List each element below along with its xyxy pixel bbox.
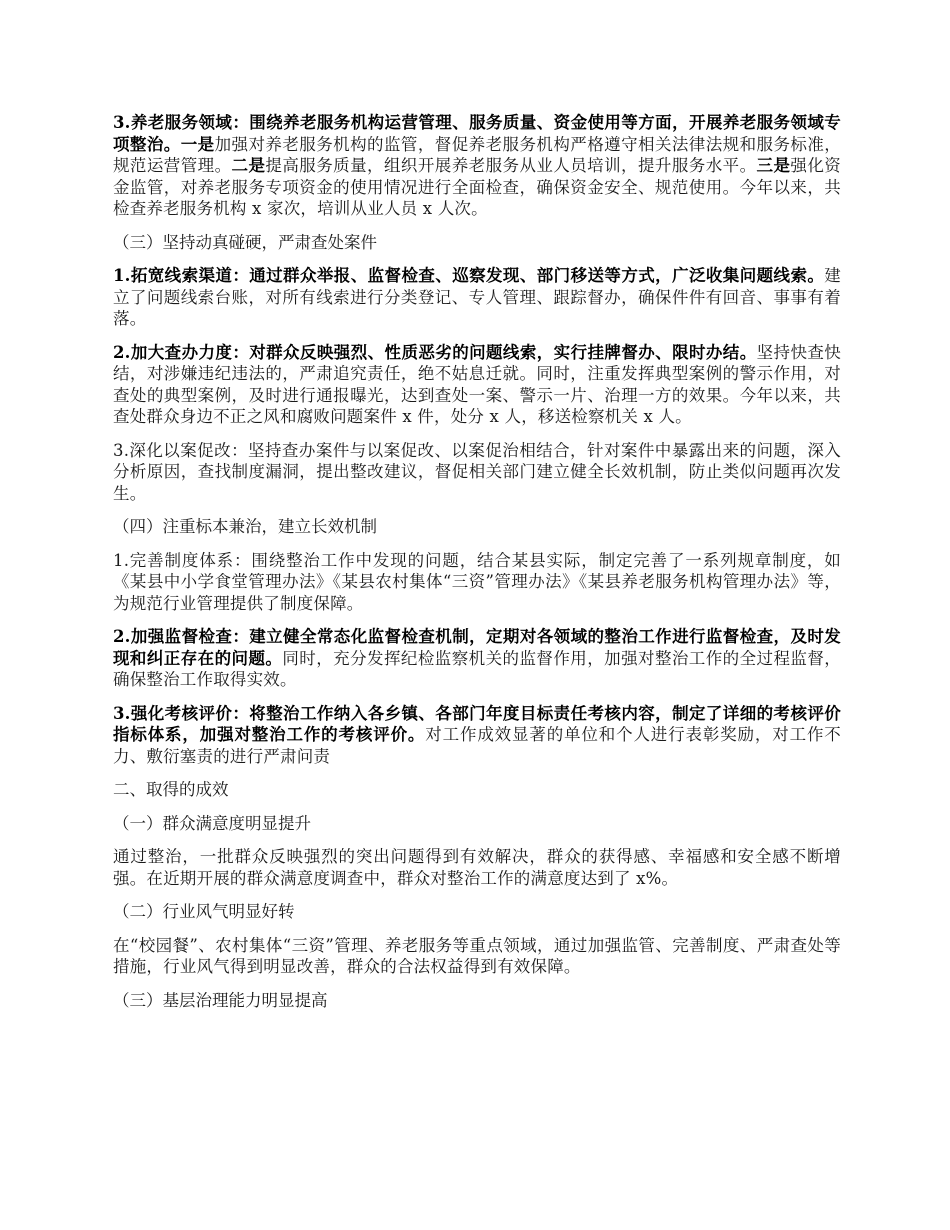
paragraph-reform-by-case [113,440,841,505]
paragraph-text: 3.深化以案促改：坚持查办案件与以案促改、以案促治相结合，针对案件中暴露出来的问题，深入分析原因，查找制度漏洞，提出整改建议，督促相关部门建立健全长效机制，防止类似问题再次发生。 [113,440,841,503]
paragraph-bold-lead: 3.养老服务领域：围绕养老服务机构运营管理、服务质量、资金使用等方面，开展养老服务领域专项整治。 [113,113,841,154]
paragraph-assessment-evaluation [113,703,841,768]
paragraph-bold-lead: 3.强化考核评价：将整治工作纳入各乡镇、各部门年度目标责任考核内容，制定了详细的考核评价指标体系，加强对整治工作的考核评价。 [113,703,841,744]
paragraph-bold-lead: 2.加大查办力度：对群众反映强烈、性质恶劣的问题线索，实行挂牌督办、限时办结。 [113,342,757,362]
paragraph-text: 坚持快查快结，对涉嫌违纪违法的，严肃追究责任，绝不姑息迁就。同时，注重发挥典型案例的警示作用，对查处的典型案例，及时进行通报曝光，达到查处一案、警示一片、治理一方的效果。今年以来，共查处群众身边不正之风和腐败问题案件 x 件，处分 x 人，移送检察机关 x 人。 [113,342,841,426]
segment-text: 提高服务质量，组织开展养老服务从业人员培训，提升服务水平。 [265,156,757,175]
paragraph-text: 对工作成效显著的单位和个人进行表彰奖励，对工作不力、敷衍塞责的进行严肃问责 [113,725,841,766]
segment-text: 加强对养老服务机构的监管，督促养老服务机构严格遵守相关法律法规和服务标准，规范运营管理。 [113,134,841,175]
paragraph-text: 同时，充分发挥纪检监察机关的监督作用，加强对整治工作的全过程监督，确保整治工作取得实效。 [113,648,841,689]
paragraph-clue-channels [113,265,841,330]
paragraph-elderly-care-field [113,112,841,220]
segment-text: 强化资金监管，对养老服务专项资金的使用情况进行全面检查，确保资金安全、规范使用。今年以来，共检查养老服务机构 x 家次，培训从业人员 x 人次。 [113,156,841,218]
paragraph-institutional-system [113,550,841,615]
paragraph-text: 在“校园餐”、农村集体“三资”管理、养老服务等重点领域，通过加强监管、完善制度、严肃查处等措施，行业风气得到明显改善，群众的合法权益得到有效保障。 [113,935,841,976]
paragraph-text: 1.完善制度体系：围绕整治工作中发现的问题，结合某县实际，制定完善了一系列规章制度，如《某县中小学食堂管理办法》《某县农村集体“三资”管理办法》《某县养老服务机构管理办法》等，为规范行业管理提供了制度保障。 [113,550,841,613]
segment-bold-label: 二是 [231,156,266,175]
paragraph-bold-lead: 1.拓宽线索渠道：通过群众举报、监督检查、巡察发现、部门移送等方式，广泛收集问题线索。 [113,266,825,285]
paragraph-satisfaction [113,846,841,889]
paragraph-bold-lead: 2.加强监督检查：建立健全常态化监督检查机制，定期对各领域的整治工作进行监督检查，及时发现和纠正存在的问题。 [113,627,841,668]
paragraph-text: 通过整治，一批群众反映强烈的突出问题得到有效解决，群众的获得感、幸福感和安全感不断增强。在近期开展的群众满意度调查中，群众对整治工作的满意度达到了 x%。 [113,847,841,888]
document-page [113,112,841,1023]
section-heading: （三）坚持动真碰硬，严肃查处案件 [113,232,377,252]
paragraph-industry-ethos [113,935,841,978]
segment-bold-label: 三是 [756,156,791,175]
segment-bold-label: 一是 [180,134,215,154]
paragraph-supervision-inspection [113,626,841,691]
paragraph-case-handling [113,342,841,428]
section-heading: （三）基层治理能力明显提高 [113,990,328,1010]
section-heading: （二）行业风气明显好转 [113,902,295,921]
section-heading: （一）群众满意度明显提升 [113,813,311,833]
paragraph-text: 建立了问题线索台账，对所有线索进行分类登记、专人管理、跟踪督办，确保件件有回音、事事有着落。 [113,266,841,328]
section-heading: （四）注重标本兼治，建立长效机制 [113,517,377,536]
chapter-heading: 二、取得的成效 [113,780,229,799]
